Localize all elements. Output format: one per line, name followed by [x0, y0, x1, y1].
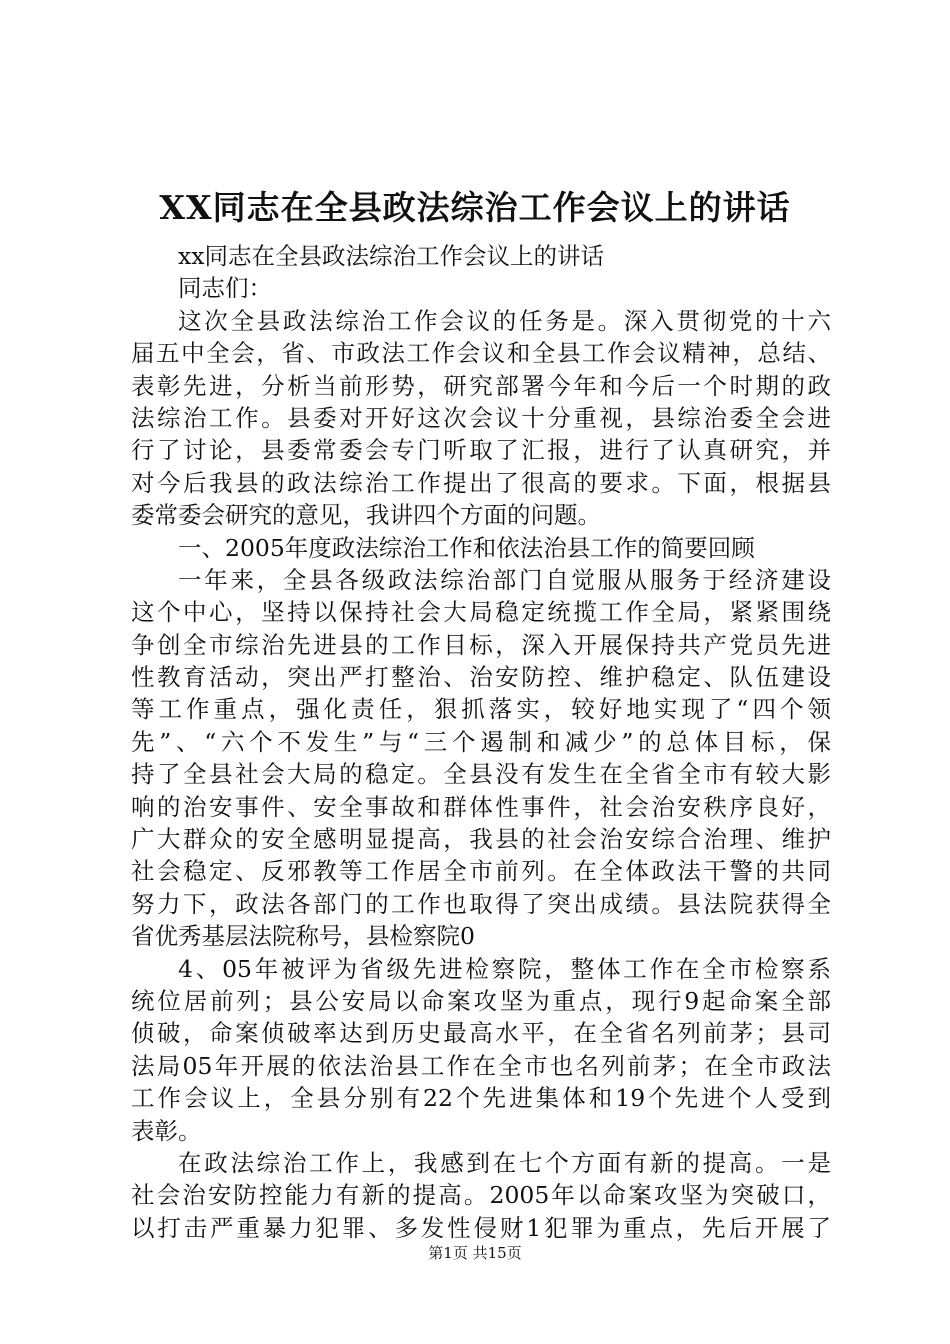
body-line: 表彰先进，分析当前形势，研究部署今年和今后一个时期的政	[131, 371, 831, 400]
body-line: 统位居前列；县公安局以命案攻坚为重点，现行9起命案全部	[131, 986, 831, 1015]
body-line: 一、2005年度政法综治工作和依法治县工作的简要回顾	[178, 533, 755, 562]
body-line: 响的治安事件、安全事故和群体性事件，社会治安秩序良好，	[131, 792, 831, 821]
body-line: xx同志在全县政法综治工作会议上的讲话	[178, 242, 605, 270]
body-line: 届五中全会，省、市政法工作会议和全县工作会议精神，总结、	[131, 339, 831, 368]
body-line: 努力下，政法各部门的工作也取得了突出成绩。县法院获得全	[131, 889, 831, 918]
body-line: 社会治安防控能力有新的提高。2005年以命案攻坚为突破口，	[131, 1181, 831, 1210]
body-line: 在政法综治工作上，我感到在七个方面有新的提高。一是	[178, 1148, 831, 1177]
body-line: 持了全县社会大局的稳定。全县没有发生在全省全市有较大影	[131, 760, 831, 789]
body-line: 等工作重点，强化责任，狠抓落实，较好地实现了“四个领	[131, 695, 831, 724]
body-line: 广大群众的安全感明显提高，我县的社会治安综合治理、维护	[131, 825, 831, 854]
body-line: 行了讨论，县委常委会专门听取了汇报，进行了认真研究，并	[131, 436, 831, 465]
body-line: 性教育活动，突出严打整治、治安防控、维护稳定、队伍建设	[131, 663, 831, 692]
body-line: 这次全县政法综治工作会议的任务是。深入贯彻党的十六	[178, 306, 831, 335]
body-line: 表彰。	[131, 1116, 202, 1145]
body-line: 争创全市综治先进县的工作目标，深入开展保持共产党员先进	[131, 630, 831, 659]
body-line: 对今后我县的政法综治工作提出了很高的要求。下面，根据县	[131, 468, 831, 497]
body-line: 省优秀基层法院称号，县检察院0	[131, 922, 475, 951]
page-footer: 第1页 共15页	[428, 1244, 522, 1262]
body-line: 法综治工作。县委对开好这次会议十分重视，县综治委全会进	[131, 403, 831, 432]
body-line: 4、05年被评为省级先进检察院，整体工作在全市检察系	[178, 954, 831, 983]
body-line: 工作会议上，全县分别有22个先进集体和19个先进个人受到	[131, 1084, 831, 1113]
document-body	[131, 240, 831, 1244]
body-line: 侦破，命案侦破率达到历史最高水平，在全省名列前茅；县司	[131, 1019, 831, 1048]
body-line: 社会稳定、反邪教等工作居全市前列。在全体政法干警的共同	[131, 857, 831, 886]
document-title: XX同志在全县政法综治工作会议上的讲话	[159, 188, 791, 227]
body-line: 这个中心，坚持以保持社会大局稳定统揽工作全局，紧紧围绕	[131, 598, 831, 627]
body-line: 以打击严重暴力犯罪、多发性侵财1犯罪为重点，先后开展了	[131, 1213, 831, 1242]
body-line: 委常委会研究的意见，我讲四个方面的问题。	[131, 501, 601, 530]
body-line: 法局05年开展的依法治县工作在全市也名列前茅；在全市政法	[131, 1051, 831, 1080]
body-line: 一年来，全县各级政法综治部门自觉服从服务于经济建设	[178, 565, 831, 594]
body-line: 先”、“六个不发生”与“三个遏制和减少”的总体目标，保	[131, 727, 831, 756]
body-line: 同志们：	[178, 274, 272, 303]
